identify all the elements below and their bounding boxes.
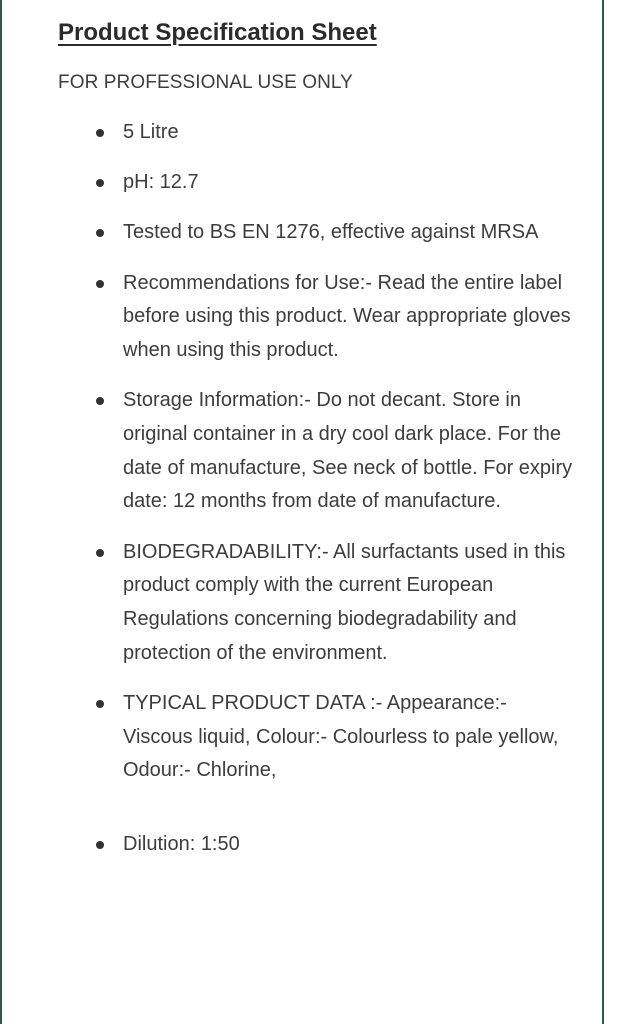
bullet-icon: [96, 129, 104, 137]
bullet-icon: [96, 549, 104, 557]
usage-notice: FOR PROFESSIONAL USE ONLY: [58, 72, 353, 93]
bullet-icon: [96, 700, 104, 708]
spec-list: [58, 116, 578, 862]
spec-item-volume: [58, 116, 578, 150]
spec-item-recommendations: [58, 267, 578, 368]
bullet-icon: [96, 841, 104, 849]
spec-item-text: Recommendations for Use:- Read the entire label before using this product. Wear appropriate gloves when using this product.: [123, 271, 571, 362]
spec-item-text: Dilution: 1:50: [123, 832, 240, 855]
spec-item-ph: [58, 166, 578, 200]
spec-item-text: BIODEGRADABILITY:- All surfactants used in this product comply with the current European Regulations concerning biodegradability and protection of the environment.: [123, 540, 566, 664]
spec-item-text: pH: 12.7: [123, 171, 199, 194]
spec-sheet-content: [58, 16, 578, 878]
bullet-icon: [96, 229, 104, 237]
bullet-icon: [96, 397, 104, 405]
spec-item-text: 5 Litre: [123, 121, 179, 143]
spec-item-storage: [58, 384, 578, 519]
spec-item-testing: [58, 216, 578, 250]
spec-item-product-data: [58, 687, 578, 788]
spec-item-biodegradability: [58, 536, 578, 671]
spec-item-text: TYPICAL PRODUCT DATA :- Appearance:- Viscous liquid, Colour:- Colourless to pale yellow, Odour:- Chlorine,: [123, 691, 559, 782]
bullet-icon: [96, 280, 104, 288]
spec-item-dilution: [58, 828, 578, 862]
bullet-icon: [96, 179, 104, 187]
spec-sheet-title-link[interactable]: Product Specification Sheet: [58, 19, 377, 46]
spec-item-text: Tested to BS EN 1276, effective against MRSA: [123, 221, 539, 244]
spec-item-text: Storage Information:- Do not decant. Store in original container in a dry cool dark place. For the date of manufacture, See neck of bottle. For expiry date: 12 months from date of manufacture.: [123, 389, 573, 513]
